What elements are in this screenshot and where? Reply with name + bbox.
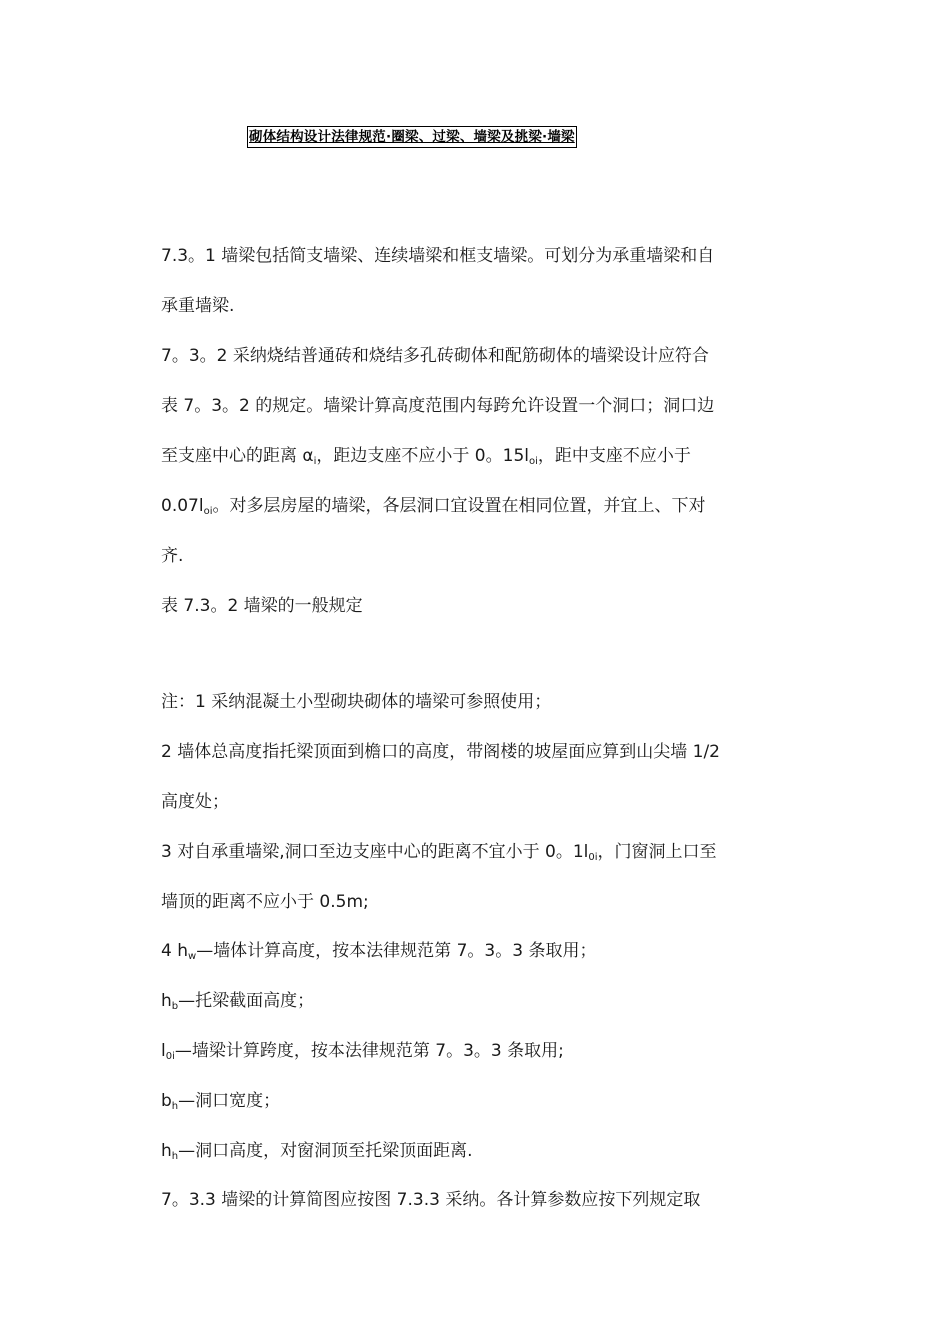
text-line: 7。3.3 墙梁的计算简图应按图 7.3.3 采纳。各计算参数应按下列规定取 (161, 1190, 701, 1210)
text-line: 注：1 采纳混凝土小型砌块砌体的墙梁可参照使用； (161, 692, 552, 712)
subscript: 0i (588, 852, 598, 863)
text-line: $b_h—$洞口宽度； (161, 1091, 281, 1112)
subscript: oi (528, 456, 538, 467)
text-line: 7.3。1 墙梁包括简支墙梁、连续墙梁和框支墙梁。可划分为承重墙梁和自 (161, 246, 715, 266)
text-line: $h_h—$洞口高度，对窗洞顶至托梁顶面距离. (161, 1141, 473, 1162)
text-line: 3 对自承重墙梁,洞口至边支座中心的距离不宜小于 0。$1l_{0i}$，门窗洞上口至 (161, 842, 717, 863)
subscript: 0i (165, 1051, 175, 1062)
text-line: $h_b—$托梁截面高度； (161, 991, 315, 1012)
text-line: 表 7。3。2 的规定。墙梁计算高度范围内每跨允许设置一个洞口；洞口边 (161, 396, 715, 416)
text-line: 表 7.3。2 墙梁的一般规定 (161, 596, 363, 616)
subscript: h (171, 1151, 179, 1162)
text-line: 承重墙梁. (161, 296, 235, 316)
subscript: oi (203, 506, 213, 517)
text-line: $0.07l_{oi}$。对多层房屋的墙梁，各层洞口宜设置在相同位置，并宜上、下对 (161, 496, 706, 517)
text-line: 齐. (161, 546, 184, 566)
document-title: 砌体结构设计法律规范·圈梁、过梁、墙梁及挑梁·墙梁 (247, 126, 577, 148)
text-line: $l_{0i}—$墙梁计算跨度，按本法律规范第 7。3。3 条取用; (161, 1041, 564, 1062)
text-line: 4 $h_w—$墙体计算高度，按本法律规范第 7。3。3 条取用； (161, 941, 597, 962)
text-line: 高度处； (161, 792, 229, 812)
subscript: h (171, 1101, 179, 1112)
subscript: w (188, 951, 197, 962)
subscript: b (171, 1001, 179, 1012)
text-line: 2 墙体总高度指托梁顶面到檐口的高度，带阁楼的坡屋面应算到山尖墙 1/2 (161, 742, 720, 762)
subscript: i (313, 456, 317, 467)
text-line: 7。3。2 采纳烧结普通砖和烧结多孔砖砌体和配筋砌体的墙梁设计应符合 (161, 346, 709, 366)
text-line: 至支座中心的距离 $\alpha_i$，距边支座不应小于 0。$15l_{oi}$，距中支座不应小于 (161, 446, 691, 467)
text-line: 墙顶的距离不应小于 0.5m; (161, 892, 369, 912)
